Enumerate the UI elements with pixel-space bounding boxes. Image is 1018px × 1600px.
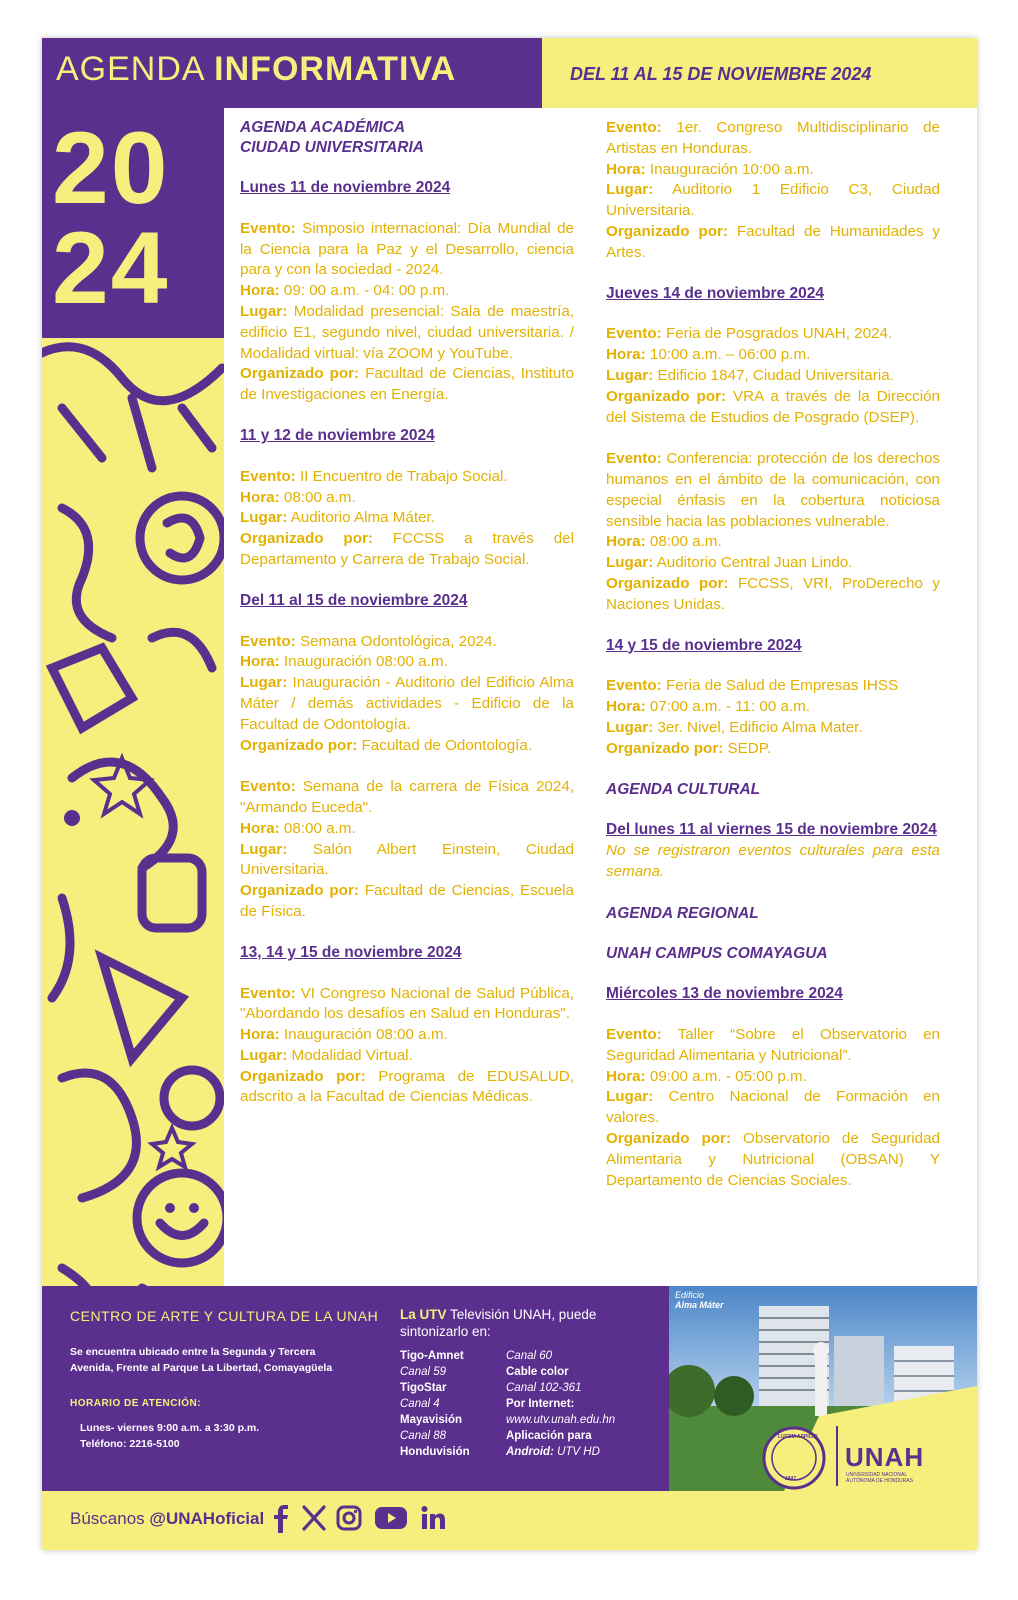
date-range: DEL 11 AL 15 DE NOVIEMBRE 2024	[570, 64, 872, 84]
event-title: Evento: II Encuentro de Trabajo Social.	[240, 467, 508, 485]
event-time: Hora: 09:00 a.m. - 05:00 p.m.	[606, 1067, 807, 1085]
channels-left: Tigo-Amnet Canal 59 TigoStar Canal 4 Mayavisión Canal 88 Honduvisión	[400, 1350, 470, 1458]
doodle-pattern	[42, 338, 224, 1348]
youtube-icon[interactable]	[374, 1505, 408, 1531]
date-heading: Miércoles 13 de noviembre 2024	[606, 985, 843, 1003]
section-ciudad-universitaria: CIUDAD UNIVERSITARIA	[240, 139, 424, 156]
event-title: Evento: Semana Odontológica, 2024.	[240, 632, 497, 650]
address: Se encuentra ubicado entre la Segunda y Tercera Avenida, Frente al Parque La Libertad, Comayagüela	[70, 1346, 333, 1374]
spacer	[606, 428, 940, 449]
date-heading: 14 y 15 de noviembre 2024	[606, 636, 802, 654]
cultural-note: No se registraron eventos culturales para esta semana.	[606, 842, 940, 880]
event-organizer: Organizado por: Facultad de Odontología.	[240, 736, 533, 754]
x-icon[interactable]	[302, 1505, 326, 1531]
event-time: Hora: 09: 00 a.m. - 04: 00 p.m.	[240, 282, 450, 300]
right-column	[606, 118, 940, 1191]
center-title: CENTRO DE ARTE Y CULTURA DE LA UNAH	[70, 1308, 379, 1324]
spacer	[606, 883, 940, 904]
event-organizer: Organizado por: Facultad de Ciencias, Escuela de Física.	[240, 882, 574, 920]
event-organizer: Organizado por: FCCSS a través del Departamento y Carrera de Trabajo Social.	[240, 530, 574, 568]
event-place: Lugar: Modalidad presencial: Sala de maestría, edificio E1, segundo nivel, ciudad universitaria. / Modalidad virtual: vía ZOOM y YouTube.	[240, 302, 574, 362]
event-organizer: Organizado por: VRA a través de la Dirección del Sistema de Estudios de Posgrado (DSEP).	[606, 387, 941, 426]
photo-caption: Edificio Alma Máter	[675, 1290, 724, 1310]
event-title: Evento: 1er. Congreso Multidisciplinario de Artistas en Honduras.	[606, 119, 940, 157]
event-organizer: Organizado por: Observatorio de Seguridad Alimentaria y Nutricional (OBSAN) Y Departamento de Ciencias Sociales.	[606, 1130, 940, 1189]
event-place: Lugar: Edificio 1847, Ciudad Universitaria.	[606, 366, 894, 384]
alma-mater-photo	[669, 1286, 977, 1491]
social-bar	[42, 1491, 977, 1550]
seal-motto: LUCEM ASPICIO	[778, 1434, 818, 1440]
event-title: Evento: Feria de Posgrados UNAH, 2024.	[606, 325, 893, 343]
facebook-icon[interactable]	[274, 1505, 290, 1533]
date-heading: Jueves 14 de noviembre 2024	[606, 284, 824, 302]
instagram-icon[interactable]	[336, 1505, 362, 1531]
building-illustration	[669, 1286, 977, 1491]
event-title: Evento: Feria de Salud de Empresas IHSS	[606, 677, 899, 695]
spacer	[606, 760, 940, 781]
hours-title: HORARIO DE ATENCIÓN:	[70, 1398, 202, 1409]
event-organizer: Organizado por: Facultad de Humanidades y Artes.	[606, 222, 940, 261]
date-heading: 13, 14 y 15 de noviembre 2024	[240, 943, 462, 961]
spacer	[606, 924, 940, 945]
header-date-bar	[542, 38, 977, 108]
event-title: Evento: Conferencia: protección de los derechos humanos en el ámbito de la comunicación, con especial énfasis en la cobertura noticiosa sensible hacia las poblaciones vulnerable.	[606, 450, 940, 530]
event-organizer: Organizado por: FCCSS, VRI, ProDerecho y Naciones Unidas.	[606, 574, 940, 613]
unah-logo: UNAH	[845, 1442, 925, 1472]
event-time: Hora: 08:00 a.m.	[240, 488, 356, 506]
event-place: Lugar: 3er. Nivel, Edificio Alma Mater.	[606, 718, 863, 736]
event-title: Evento: Semana de la carrera de Física 2024, "Armando Euceda".	[240, 778, 574, 816]
event-place: Lugar: Modalidad Virtual.	[240, 1046, 413, 1064]
left-column	[240, 118, 574, 1108]
hours-block: Lunes- viernes 9:00 a.m. a 3:30 p.m. Teléfono: 2216-5100	[80, 1422, 260, 1450]
year-bottom: 24	[52, 211, 170, 325]
year-top: 20	[52, 111, 170, 225]
section-regional: AGENDA REGIONAL	[606, 904, 759, 922]
title-bold: INFORMATIVA	[214, 50, 457, 88]
event-place: Lugar: Auditorio 1 Edificio C3, Ciudad Universitaria.	[606, 181, 940, 220]
event-time: Hora: Inauguración 08:00 a.m.	[240, 653, 448, 671]
social-handle: Búscanos @UNAHoficial	[70, 1509, 265, 1528]
event-title: Evento: Taller “Sobre el Observatorio en Seguridad Alimentaria y Nutricional”.	[606, 1026, 940, 1064]
event-place: Lugar: Auditorio Alma Máter.	[240, 509, 435, 527]
footer-info	[42, 1286, 669, 1491]
unah-fullname: UNIVERSIDAD NACIONAL AUTÓNOMA DE HONDURAS	[846, 1472, 913, 1484]
event-place: Lugar: Inauguración - Auditorio del Edificio Alma Máter / demás actividades - Edificio de la Facultad de Odontología.	[240, 674, 574, 733]
event-time: Hora: Inauguración 08:00 a.m.	[240, 1026, 448, 1044]
event-time: Hora: 10:00 a.m. – 06:00 p.m.	[606, 346, 811, 364]
event-time: Hora: Inauguración 10:00 a.m.	[606, 160, 814, 178]
utv-website-link[interactable]: www.utv.unah.edu.hn	[506, 1414, 616, 1426]
event-place: Lugar: Salón Albert Einstein, Ciudad Universitaria.	[240, 840, 574, 879]
date-heading: Del lunes 11 al viernes 15 de noviembre 2024	[606, 821, 937, 839]
date-heading: Lunes 11 de noviembre 2024	[240, 179, 451, 196]
poster	[42, 38, 977, 1550]
event-time: Hora: 07:00 a.m. - 11: 00 a.m.	[606, 698, 811, 716]
event-organizer: Organizado por: SEDP.	[606, 739, 772, 757]
event-place: Lugar: Centro Nacional de Formación en valores.	[606, 1088, 940, 1127]
year-graphic	[52, 111, 170, 325]
section-cultural: AGENDA CULTURAL	[606, 781, 761, 799]
decorative-sidebar	[42, 108, 224, 1348]
linkedin-icon[interactable]	[420, 1505, 446, 1531]
agenda-content	[224, 108, 977, 1348]
event-organizer: Organizado por: Programa de EDUSALUD, adscrito a la Facultad de Ciencias Médicas.	[240, 1067, 574, 1106]
channels-right: Canal 60 Cable color Canal 102-361 Por Internet: www.utv.unah.edu.hn Aplicación para Android: UTV HD	[506, 1350, 616, 1458]
campus-name: UNAH CAMPUS COMAYAGUA	[606, 945, 828, 963]
title-thin: AGENDA	[56, 50, 215, 88]
utv-info: La UTV Televisión UNAH, puede sintonizarlo en:	[400, 1307, 597, 1339]
header-title-bar	[42, 38, 542, 108]
date-heading: 11 y 12 de noviembre 2024	[240, 426, 435, 444]
event-organizer: Organizado por: Facultad de Ciencias, Instituto de Investigaciones en Energía.	[240, 365, 574, 404]
date-heading: Del 11 al 15 de noviembre 2024	[240, 591, 468, 609]
event-title: Evento: VI Congreso Nacional de Salud Pública, "Abordando los desafíos en Salud en Honduras".	[240, 984, 574, 1023]
event-time: Hora: 08:00 a.m.	[240, 819, 356, 837]
social-handle-link[interactable]: @UNAHoficial	[149, 1509, 265, 1528]
event-place: Lugar: Auditorio Central Juan Lindo.	[606, 554, 853, 572]
spacer	[240, 756, 574, 777]
seal-year: 1847	[785, 1476, 797, 1482]
page-title	[56, 50, 456, 89]
section-academica: AGENDA ACADÉMICA	[240, 119, 406, 136]
event-title: Evento: Simposio internacional: Día Mundial de la Ciencia para la Paz y el Desarrollo, ciencia para y con la sociedad - 2024.	[240, 219, 574, 279]
event-time: Hora: 08:00 a.m.	[606, 533, 722, 551]
